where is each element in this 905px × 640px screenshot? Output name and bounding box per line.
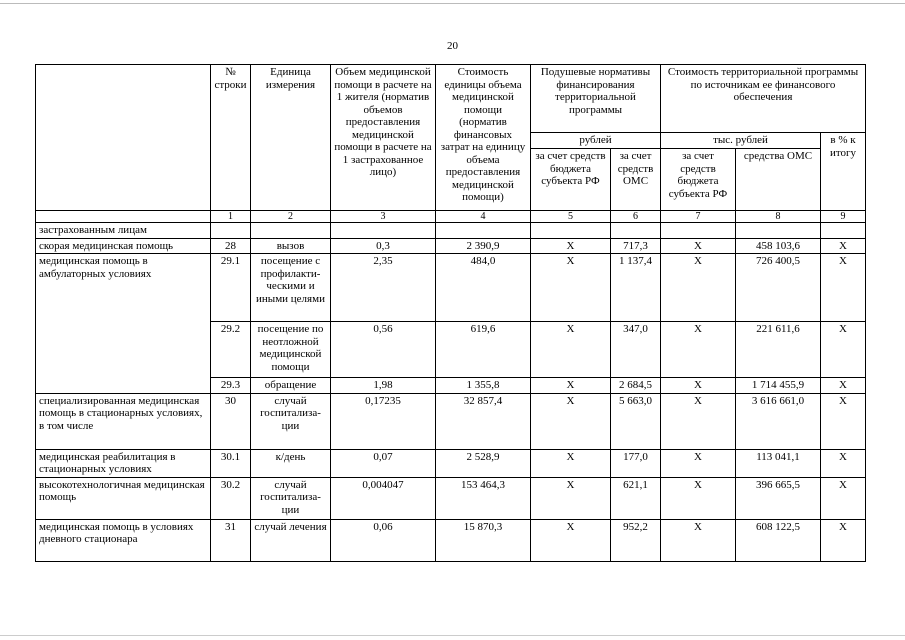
index-cell	[36, 211, 211, 223]
row-total-oms: 726 400,5	[736, 254, 821, 322]
row-total-oms: 221 611,6	[736, 322, 821, 378]
row-budget: Х	[531, 378, 611, 394]
row-budget: Х	[531, 477, 611, 519]
row-oms: 347,0	[611, 322, 661, 378]
row-budget: Х	[531, 254, 611, 322]
header-row-num: № строки	[211, 65, 251, 211]
row-name: специализированная медицинская помощь в стационарных условиях, в том числе	[36, 393, 211, 449]
row-percent: Х	[821, 393, 866, 449]
row-unit: случай лечения	[251, 519, 331, 561]
row-percent: Х	[821, 238, 866, 254]
row-num: 29.3	[211, 378, 251, 394]
header-cost: Стоимость единицы объема медицинской помощи (норматив финансовых затрат на единицу объема предоставления медицинской помощи)	[436, 65, 531, 211]
row-volume: 0,06	[331, 519, 436, 561]
row-percent: Х	[821, 254, 866, 322]
row-name: медицинская помощь в амбулаторных условиях	[36, 254, 211, 394]
row-num: 30.1	[211, 449, 251, 477]
section-label: застрахованным лицам	[36, 223, 211, 239]
row-unit: посещение с профилакти-ческими и иными целями	[251, 254, 331, 322]
scan-edge-top	[0, 3, 905, 4]
row-percent: Х	[821, 322, 866, 378]
row-total-budget: Х	[661, 519, 736, 561]
row-total-budget: Х	[661, 378, 736, 394]
row-unit: случай госпитализа-ции	[251, 393, 331, 449]
table-row	[36, 238, 866, 254]
header-total-cost: Стоимость территориальной программы по источникам ее финансового обеспечения	[661, 65, 866, 133]
row-percent: Х	[821, 519, 866, 561]
scan-edge-bottom	[0, 635, 905, 636]
row-oms: 5 663,0	[611, 393, 661, 449]
row-budget: Х	[531, 449, 611, 477]
section-row	[36, 223, 866, 239]
row-cost: 1 355,8	[436, 378, 531, 394]
header-unit: Единица измерения	[251, 65, 331, 211]
row-name: скорая медицинская помощь	[36, 238, 211, 254]
row-total-oms: 396 665,5	[736, 477, 821, 519]
header-thousand-rubles: тыс. рублей	[661, 133, 821, 149]
row-num: 30	[211, 393, 251, 449]
header-rubles: рублей	[531, 133, 661, 149]
row-budget: Х	[531, 322, 611, 378]
row-num: 31	[211, 519, 251, 561]
table-row	[36, 449, 866, 477]
row-volume: 1,98	[331, 378, 436, 394]
index-cell: 2	[251, 211, 331, 223]
index-cell: 5	[531, 211, 611, 223]
row-cost: 619,6	[436, 322, 531, 378]
row-num: 30.2	[211, 477, 251, 519]
row-total-budget: Х	[661, 449, 736, 477]
row-volume: 2,35	[331, 254, 436, 322]
funding-table	[35, 64, 866, 562]
index-cell: 9	[821, 211, 866, 223]
row-num: 29.2	[211, 322, 251, 378]
row-budget: Х	[531, 393, 611, 449]
header-budget-subject: за счет средств бюджета субъекта РФ	[531, 149, 611, 211]
row-total-budget: Х	[661, 477, 736, 519]
header-row-1	[36, 65, 866, 133]
row-name: медицинская реабилитация в стационарных условиях	[36, 449, 211, 477]
row-cost: 15 870,3	[436, 519, 531, 561]
row-total-oms: 3 616 661,0	[736, 393, 821, 449]
row-cost: 484,0	[436, 254, 531, 322]
row-name: медицинская помощь в условиях дневного стационара	[36, 519, 211, 561]
index-cell: 7	[661, 211, 736, 223]
row-unit: посещение по неотложной медицинской помощи	[251, 322, 331, 378]
row-oms: 621,1	[611, 477, 661, 519]
column-index-row	[36, 211, 866, 223]
header-volume: Объем медицинской помощи в расчете на 1 жителя (норматив объемов предоставления медицинской помощи в расчете на 1 застрахованное лицо)	[331, 65, 436, 211]
row-percent: Х	[821, 477, 866, 519]
row-total-budget: Х	[661, 393, 736, 449]
table-row	[36, 254, 866, 322]
row-cost: 32 857,4	[436, 393, 531, 449]
row-total-budget: Х	[661, 238, 736, 254]
row-cost: 2 390,9	[436, 238, 531, 254]
row-total-oms: 113 041,1	[736, 449, 821, 477]
header-blank	[36, 65, 211, 211]
row-num: 29.1	[211, 254, 251, 322]
row-unit: вызов	[251, 238, 331, 254]
row-total-budget: Х	[661, 254, 736, 322]
row-oms: 952,2	[611, 519, 661, 561]
row-percent: Х	[821, 378, 866, 394]
table-row	[36, 519, 866, 561]
row-unit: случай госпитализа-ции	[251, 477, 331, 519]
row-budget: Х	[531, 238, 611, 254]
row-cost: 2 528,9	[436, 449, 531, 477]
header-oms-funds: за счет средств ОМС	[611, 149, 661, 211]
row-percent: Х	[821, 449, 866, 477]
row-unit: к/день	[251, 449, 331, 477]
row-volume: 0,3	[331, 238, 436, 254]
row-budget: Х	[531, 519, 611, 561]
row-oms: 177,0	[611, 449, 661, 477]
row-oms: 717,3	[611, 238, 661, 254]
row-name: высокотехнологичная медицинская помощь	[36, 477, 211, 519]
row-volume: 0,07	[331, 449, 436, 477]
row-volume: 0,17235	[331, 393, 436, 449]
header-per-capita: Подушевые нормативы финансирования территориальной программы	[531, 65, 661, 133]
table-row	[36, 477, 866, 519]
row-volume: 0,56	[331, 322, 436, 378]
row-unit: обращение	[251, 378, 331, 394]
index-cell: 1	[211, 211, 251, 223]
index-cell: 8	[736, 211, 821, 223]
table-row	[36, 393, 866, 449]
row-total-oms: 1 714 455,9	[736, 378, 821, 394]
index-cell: 3	[331, 211, 436, 223]
row-total-oms: 458 103,6	[736, 238, 821, 254]
row-total-oms: 608 122,5	[736, 519, 821, 561]
index-cell: 6	[611, 211, 661, 223]
row-cost: 153 464,3	[436, 477, 531, 519]
row-total-budget: Х	[661, 322, 736, 378]
row-num: 28	[211, 238, 251, 254]
header-percent: в % к итогу	[821, 133, 866, 211]
page-number: 20	[447, 40, 458, 52]
row-oms: 2 684,5	[611, 378, 661, 394]
header-budget-subject-2: за счет средств бюджета субъекта РФ	[661, 149, 736, 211]
row-volume: 0,004047	[331, 477, 436, 519]
row-oms: 1 137,4	[611, 254, 661, 322]
header-oms-means: средства ОМС	[736, 149, 821, 211]
index-cell: 4	[436, 211, 531, 223]
